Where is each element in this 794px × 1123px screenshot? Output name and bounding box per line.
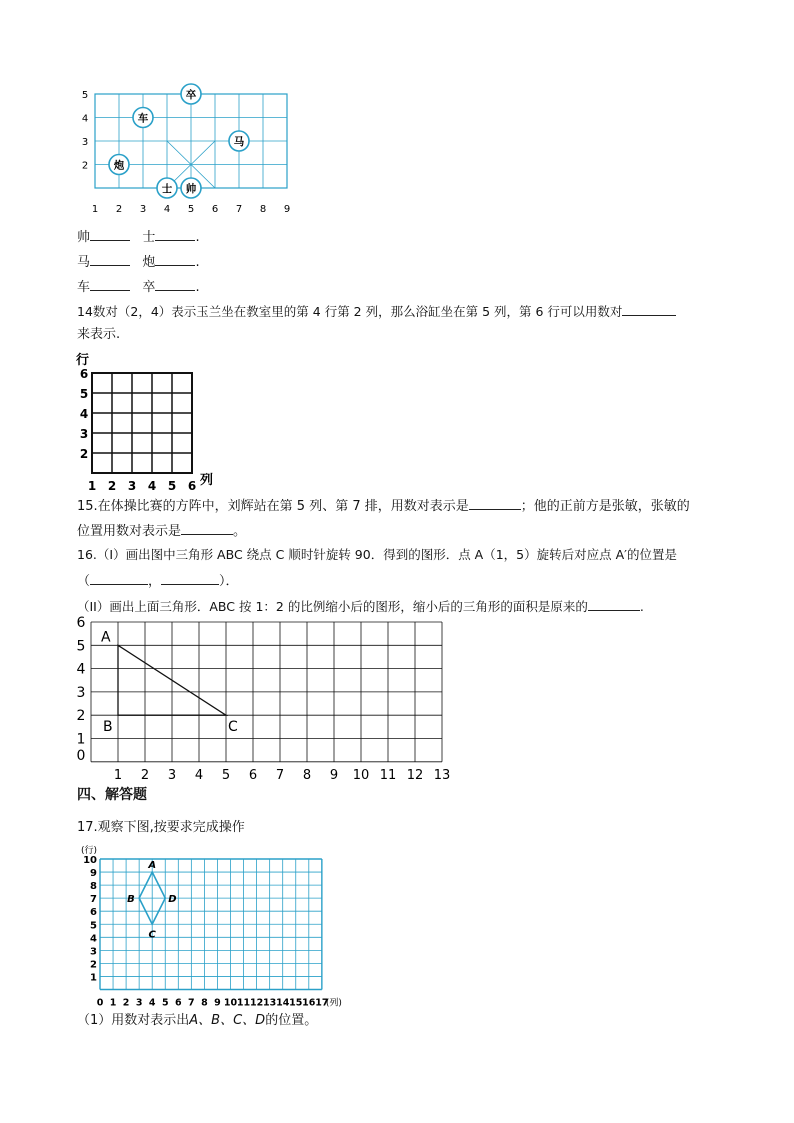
q16-blank-area[interactable] xyxy=(588,598,640,611)
y-tick-label: 2 xyxy=(90,959,97,971)
y-tick-label: 10 xyxy=(83,855,97,866)
label-pao: 炮 xyxy=(142,255,156,270)
label-shuai: 帅 xyxy=(77,230,91,245)
q14-text2: 来表示. xyxy=(77,327,121,342)
x-tick-label: 5 xyxy=(161,997,169,1009)
q15-prompt1: 15.在体操比赛的方阵中，刘辉站在第 5 列、第 7 排，用数对表示是 xyxy=(77,499,469,514)
col-axis-label: 列 xyxy=(200,473,214,488)
chess-piece-label: 炮 xyxy=(113,159,125,172)
y-tick-label: 0 xyxy=(76,747,86,764)
q16-prompt2: （II）画出上面三角形．ABC 按 1：2 的比例缩小后的图形，缩小后的三角形的面积是原来的 xyxy=(77,599,588,614)
period: . xyxy=(639,599,644,614)
point-label: D xyxy=(168,894,177,906)
q15-prompt2b: 。 xyxy=(233,524,247,539)
x-tick-label: 9 xyxy=(329,767,339,783)
point-label: C xyxy=(148,929,156,941)
point-label: C xyxy=(228,719,238,736)
x-tick-label: 15 xyxy=(289,997,303,1009)
x-tick-label: 4 xyxy=(194,767,204,783)
x-tick-label: 10 xyxy=(352,767,370,783)
x-tick-label: 6 xyxy=(187,479,197,490)
x-tick-label: 8 xyxy=(201,997,208,1009)
x-tick-label: 12 xyxy=(406,767,424,783)
q14-prompt: 14数对（2，4）表示玉兰坐在教室里的第 4 行第 2 列，那么浴缸坐在第 5 列，第 6 行可以用数对 xyxy=(77,304,623,319)
q15-line2 xyxy=(77,522,246,540)
q17-text: 17.观察下图,按要求完成操作 xyxy=(77,820,245,835)
blank-shi[interactable] xyxy=(155,228,195,241)
q17-sub1-letters: A、B、C、D xyxy=(189,1013,266,1028)
chess-piece-label: 士 xyxy=(161,183,173,195)
x-tick-label: 6 xyxy=(174,997,182,1009)
chess-piece-label: 帅 xyxy=(185,183,197,195)
x-tick-label: 3 xyxy=(167,767,177,783)
y-tick-label: 2 xyxy=(76,708,86,725)
y-tick-label: 8 xyxy=(90,881,97,893)
answer-line-1 xyxy=(77,228,200,246)
q15-prompt2: 位置用数对表示是 xyxy=(77,524,182,539)
q16-line2 xyxy=(77,572,239,590)
y-tick-label: 3 xyxy=(90,946,97,958)
label-zu: 卒 xyxy=(142,280,156,295)
y-tick-label: 5 xyxy=(90,920,97,932)
comma: ， xyxy=(148,574,162,589)
q16-blank-x[interactable] xyxy=(90,572,148,585)
point-label: B xyxy=(103,719,113,736)
chess-grid-figure xyxy=(75,82,305,217)
paren-open: （ xyxy=(77,574,91,589)
y-tick-label: 2 xyxy=(81,160,89,172)
y-tick-label: 5 xyxy=(81,90,89,101)
point-label: B xyxy=(127,894,135,906)
x-tick-label: 2 xyxy=(115,204,123,215)
x-tick-label: 2 xyxy=(107,479,117,490)
answer-line-2 xyxy=(77,253,200,271)
y-tick-label: 3 xyxy=(76,684,86,701)
row-axis-label: 行 xyxy=(76,353,90,368)
x-tick-label: 0 xyxy=(96,997,104,1009)
grid-border xyxy=(92,373,192,473)
label-shi: 士 xyxy=(142,230,156,245)
q16-triangle-grid xyxy=(72,616,452,786)
paren-close: ）． xyxy=(219,574,239,589)
period: . xyxy=(195,255,200,270)
x-tick-label: 5 xyxy=(167,479,177,490)
q15-line1 xyxy=(77,497,690,515)
q16-line3 xyxy=(77,598,644,615)
y-tick-label: 6 xyxy=(90,907,97,919)
x-tick-label: 4 xyxy=(163,204,171,215)
x-tick-label: 3 xyxy=(135,997,143,1009)
blank-shuai[interactable] xyxy=(90,228,130,241)
x-tick-label: 7 xyxy=(235,204,243,215)
blank-zu[interactable] xyxy=(155,278,195,291)
x-tick-label: 5 xyxy=(187,204,195,215)
q16-line1: 16.（I）画出图中三角形 ABC 绕点 C 顺时针旋转 90．得到的图形．点 A（1，5）旋转后对应点 A′的位置是 xyxy=(77,547,677,562)
y-tick-label: 4 xyxy=(81,113,89,125)
y-tick-label: 5 xyxy=(76,638,86,655)
point-label: A xyxy=(101,629,111,646)
q17-sub1 xyxy=(77,1013,317,1029)
y-tick-label: 9 xyxy=(90,868,97,880)
y-tick-label: 6 xyxy=(79,367,89,381)
y-tick-label: 3 xyxy=(79,427,89,441)
x-tick-label: 16 xyxy=(302,997,316,1009)
x-tick-label: 11 xyxy=(236,997,251,1009)
x-tick-label: 5 xyxy=(221,767,231,783)
x-tick-label: 10 xyxy=(223,997,238,1009)
q14-grid-figure xyxy=(72,350,222,490)
x-tick-label: 7 xyxy=(188,997,195,1009)
q14-blank[interactable] xyxy=(622,303,676,316)
row-axis-label: (行) xyxy=(81,846,98,856)
y-tick-label: 7 xyxy=(90,894,97,906)
q17-sub1-prefix: （1）用数对表示出 xyxy=(77,1013,190,1028)
y-tick-label: 4 xyxy=(79,407,89,421)
x-tick-label: 11 xyxy=(379,767,397,783)
y-tick-label: 1 xyxy=(90,972,97,984)
x-tick-label: 3 xyxy=(139,204,147,215)
period: . xyxy=(195,280,200,295)
y-tick-label: 3 xyxy=(81,137,89,148)
x-tick-label: 9 xyxy=(214,997,221,1009)
y-tick-label: 6 xyxy=(76,616,86,631)
blank-ma[interactable] xyxy=(90,253,130,266)
x-tick-label: 2 xyxy=(140,767,150,783)
x-tick-label: 4 xyxy=(147,479,157,490)
y-tick-label: 4 xyxy=(76,661,86,678)
x-tick-label: 9 xyxy=(283,204,291,215)
col-axis-label: (列) xyxy=(325,998,342,1009)
x-tick-label: 7 xyxy=(275,767,285,783)
y-tick-label: 4 xyxy=(90,933,97,945)
blank-che[interactable] xyxy=(90,278,130,291)
q17-sub1-suffix: 的位置。 xyxy=(265,1013,318,1028)
x-tick-label: 1 xyxy=(87,479,97,490)
x-tick-label: 8 xyxy=(302,767,312,783)
x-tick-label: 13 xyxy=(263,997,277,1009)
x-tick-label: 17 xyxy=(315,997,329,1009)
q17-rhombus-grid xyxy=(80,840,380,1010)
q15-blank2[interactable] xyxy=(181,522,233,535)
x-tick-label: 8 xyxy=(259,204,267,215)
x-tick-label: 13 xyxy=(433,767,451,783)
y-tick-label: 5 xyxy=(79,387,89,401)
q14-text xyxy=(77,303,676,320)
section-title: 四、解答题 xyxy=(77,787,147,803)
x-tick-label: 4 xyxy=(148,997,156,1009)
x-tick-label: 1 xyxy=(109,997,117,1009)
point-label: A xyxy=(148,860,157,872)
q15-blank1[interactable] xyxy=(469,497,521,510)
x-tick-label: 1 xyxy=(91,204,99,215)
chess-piece-label: 马 xyxy=(233,136,245,148)
q15-prompt1b: ；他的正前方是张敏，张敏的 xyxy=(520,499,690,514)
x-tick-label: 2 xyxy=(122,997,130,1009)
blank-pao[interactable] xyxy=(155,253,195,266)
x-tick-label: 6 xyxy=(211,204,219,215)
x-tick-label: 14 xyxy=(276,997,290,1009)
x-tick-label: 12 xyxy=(249,997,264,1009)
y-tick-label: 1 xyxy=(76,731,86,748)
x-tick-label: 6 xyxy=(248,767,258,783)
chess-piece-label: 卒 xyxy=(185,89,197,101)
chess-piece-label: 车 xyxy=(137,112,149,125)
y-tick-label: 2 xyxy=(79,447,89,461)
label-che: 车 xyxy=(77,280,91,295)
label-ma: 马 xyxy=(77,255,91,270)
answer-line-3 xyxy=(77,278,200,296)
period: . xyxy=(195,230,200,245)
x-tick-label: 3 xyxy=(127,479,137,490)
x-tick-label: 1 xyxy=(113,767,123,783)
q16-blank-y[interactable] xyxy=(161,572,219,585)
